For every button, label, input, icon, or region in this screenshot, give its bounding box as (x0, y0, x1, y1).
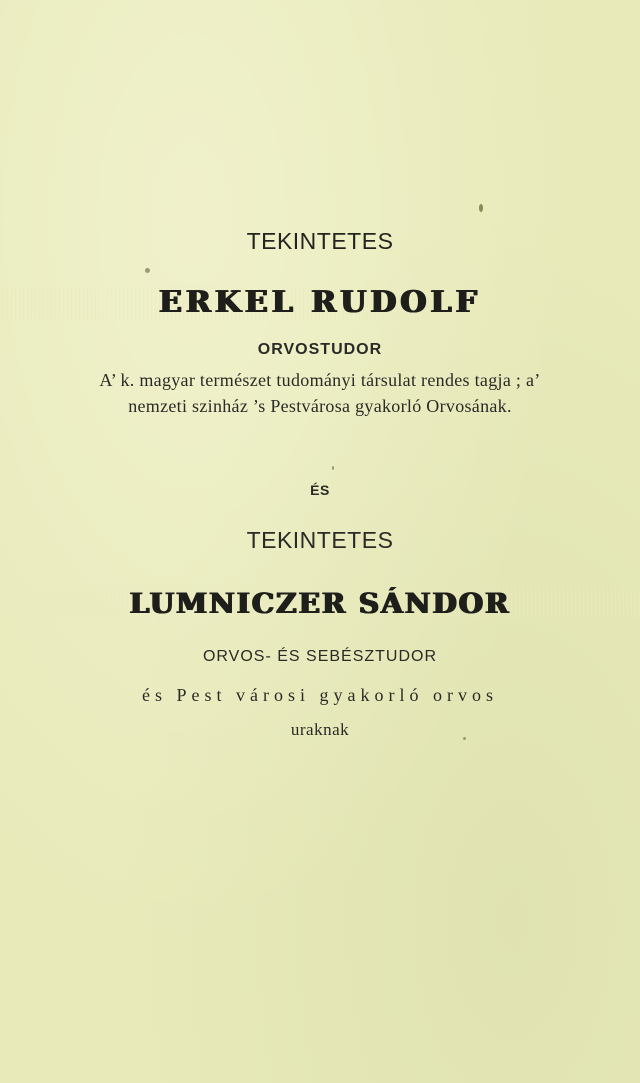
dedicatee-description-1-line-2: nemzeti szinház ’s Pestvárosa gyakorló Orvosának. (128, 396, 512, 416)
dedication-heading-2: TEKINTETES (246, 527, 394, 553)
dedicatee-title-1: ORVOSTUDOR (257, 341, 383, 358)
dedicatee-name-1: ERKEL RUDOLF (0, 285, 640, 320)
dedicatee-name-2: LUMNICZER SÁNDOR (0, 587, 640, 620)
paper-speck (332, 466, 334, 470)
dedicatee-description-2-line-1: és Pest városi gyakorló orvos (142, 685, 498, 705)
dedication-heading-1: TEKINTETES (246, 228, 394, 254)
dedicatee-description-2-line-2: uraknak (290, 720, 350, 739)
conjunction: ÉS (310, 482, 330, 498)
dedicatee-title-2: ORVOS- ÉS SEBÉSZTUDOR (202, 648, 438, 665)
paper-speck (479, 204, 483, 212)
dedicatee-description-1-line-1: A’ k. magyar természet tudományi társulat rendes tagja ; a’ (99, 370, 541, 390)
paper-speck (145, 268, 150, 273)
bleed-through-shadow (230, 790, 530, 990)
